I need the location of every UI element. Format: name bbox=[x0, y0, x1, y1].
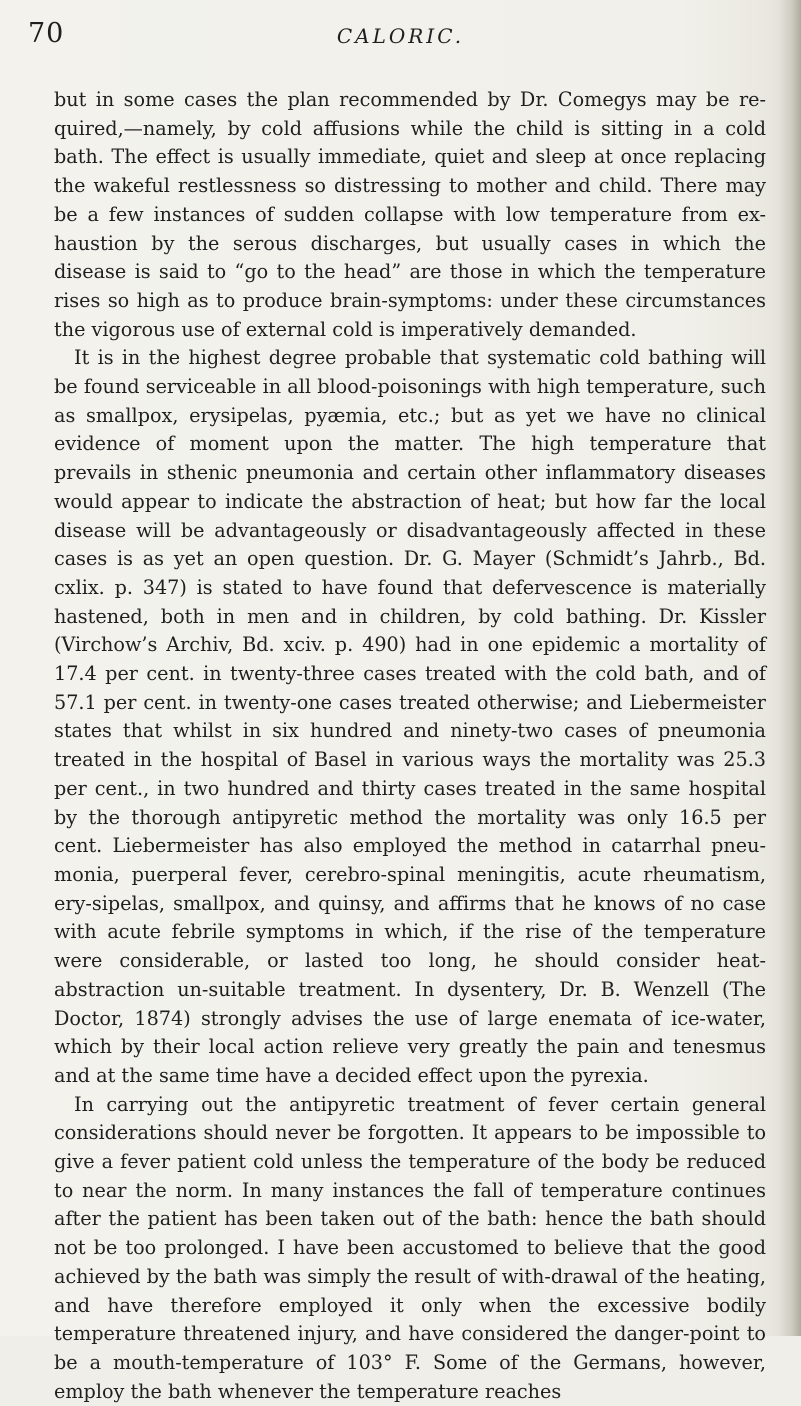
body-text bbox=[54, 86, 766, 1406]
paragraph-2: It is in the highest degree probable that systematic cold bathing will be found serviceable in all blood-poisonings with high temperature, such as smallpox, erysipelas, pyæmia, etc.; but as yet we have no clinical evidence of moment upon the matter. The high temperature that prevails in sthenic pneumonia and certain other inflammatory diseases would appear to indicate the abstraction of heat; but how far the local disease will be advantageously or disadvantageously affected in these cases is as yet an open question. Dr. G. Mayer (Schmidt’s Jahrb., Bd. cxlix. p. 347) is stated to have found that defervescence is materially hastened, both in men and in children, by cold bathing. Dr. Kissler (Virchow’s Archiv, Bd. xciv. p. 490) had in one epidemic a mortality of 17.4 per cent. in twenty-three cases treated with the cold bath, and of 57.1 per cent. in twenty-one cases treated otherwise; and Liebermeister states that whilst in six hundred and ninety-two cases of pneumonia treated in the hospital of Basel in various ways the mortality was 25.3 per cent., in two hundred and thirty cases treated in the same hospital by the thorough antipyretic method the mortality was only 16.5 per cent. Liebermeister has also employed the method in catarrhal pneu-monia, puerperal fever, cerebro-spinal meningitis, acute rheumatism, ery-sipelas, smallpox, and quinsy, and affirms that he knows of no case with acute febrile symptoms in which, if the rise of the temperature were considerable, or lasted too long, he should consider heat-abstraction un-suitable treatment. In dysentery, Dr. B. Wenzell (The Doctor, 1874) strongly advises the use of large enemata of ice-water, which by their local action relieve very greatly the pain and tenesmus and at the same time have a decided effect upon the pyrexia. bbox=[54, 346, 766, 1087]
paragraph-3: In carrying out the antipyretic treatment of fever certain general considerations should never be forgotten. It appears to be impossible to give a fever patient cold unless the temperature of the body be reduced to near the norm. In many instances the fall of temperature continues after the patient has been taken out of the bath: hence the bath should not be too prolonged. I have been accustomed to believe that the good achieved by the bath was simply the result of with-drawal of the heating, and have therefore employed it only when the excessive bodily temperature threatened injury, and have considered the danger-point to be a mouth-temperature of 103° F. Some of the Germans, however, employ the bath whenever the temperature reaches bbox=[54, 1092, 766, 1403]
running-title: CALORIC. bbox=[336, 24, 465, 48]
paragraph-1: but in some cases the plan recommended by Dr. Comegys may be re-quired,—namely, by cold affusions while the child is sitting in a cold bath. The effect is usually immediate, quiet and sleep at once replacing the wakeful restlessness so distressing to mother and child. There may be a few instances of sudden collapse with low temperature from ex-haustion by the serous discharges, but usually cases in which the disease is said to “go to the head” are those in which the temperature rises so high as to produce brain-symptoms: under these circumstances the vigorous use of external cold is imperatively demanded. bbox=[54, 88, 766, 341]
spine-shadow bbox=[779, 0, 801, 1336]
page-number: 70 bbox=[28, 18, 65, 49]
page-header bbox=[0, 18, 801, 58]
